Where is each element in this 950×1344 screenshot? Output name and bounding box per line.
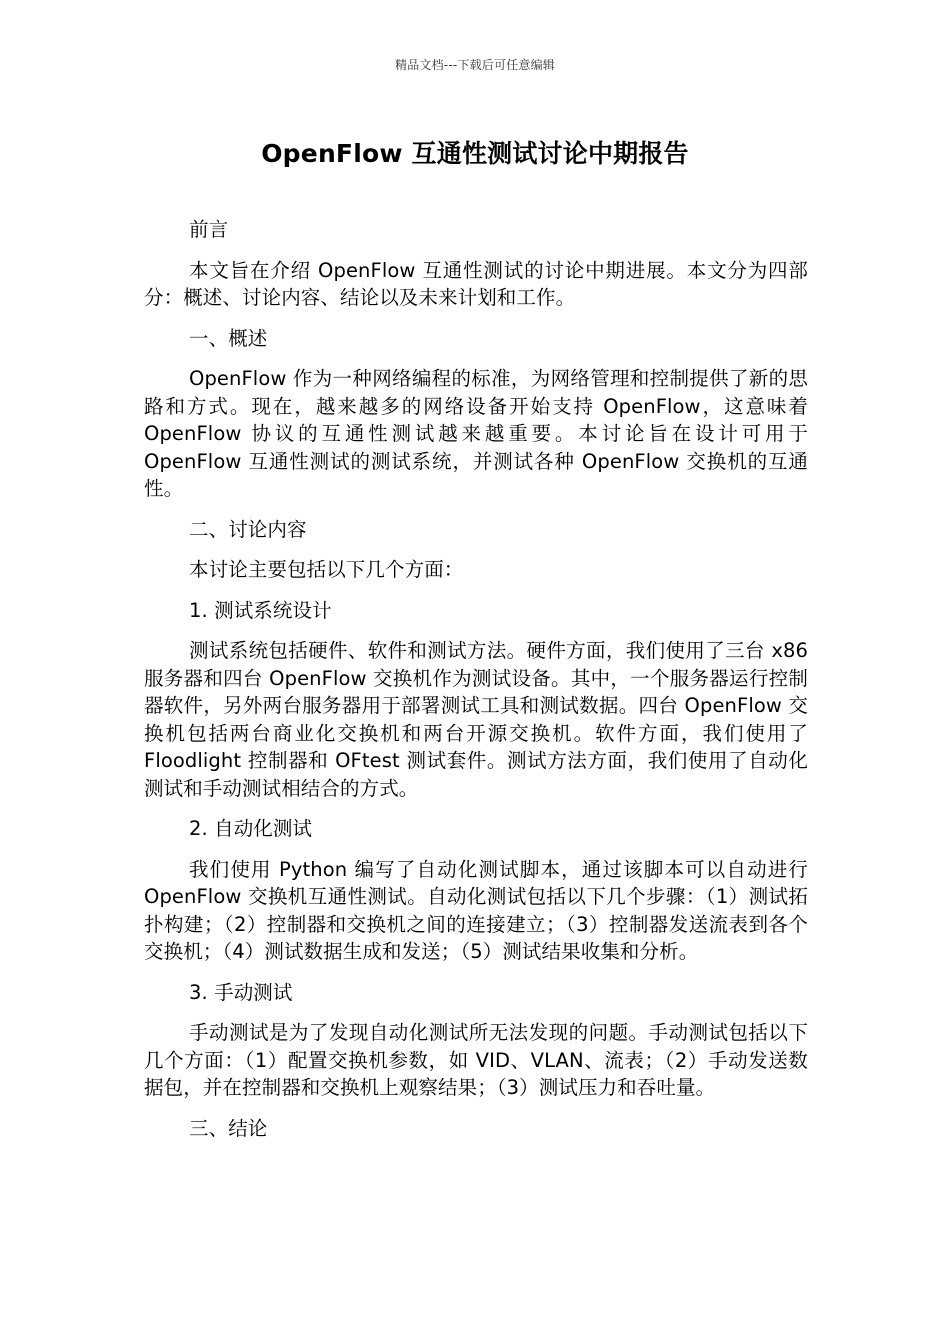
- section-heading-overview: 一、概述: [189, 326, 268, 350]
- page-header: 精品文档---下载后可任意编辑: [395, 58, 555, 72]
- section-heading-conclusion: 三、结论: [189, 1116, 268, 1140]
- paragraph-overview: OpenFlow 作为一种网络编程的标准，为网络管理和控制提供了新的思路和方式。现在，越来越多的网络设备开始支持 OpenFlow，这意味着 OpenFlow 协议的互通性测试越来越重要。本讨论旨在设计可用于 OpenFlow 互通性测试的测试系统，并测试各种 OpenFlow 交换机的互通性。: [144, 367, 808, 500]
- subsection-heading-manual-test: 3. 手动测试: [189, 980, 293, 1004]
- subsection-heading-automated-test: 2. 自动化测试: [189, 817, 313, 840]
- paragraph-automated-test: 我们使用 Python 编写了自动化测试脚本，通过该脚本可以自动进行 OpenFlow 交换机互通性测试。自动化测试包括以下几个步骤：（1）测试拓扑构建；（2）控制器和交换机之间的连接建立；（3）控制器发送流表到各个交换机；（4）测试数据生成和发送；（5）测试结果收集和分析。: [144, 857, 808, 963]
- document-body: [144, 216, 808, 1155]
- paragraph-manual-test: 手动测试是为了发现自动化测试所无法发现的问题。手动测试包括以下几个方面：（1）配置交换机参数，如 VID、VLAN、流表；（2）手动发送数据包，并在控制器和交换机上观察结果；（3）测试压力和吞吐量。: [144, 1021, 808, 1099]
- paragraph-preface-heading: 前言: [189, 218, 229, 241]
- document-title: OpenFlow 互通性测试讨论中期报告: [261, 139, 689, 168]
- paragraph-intro: 本文旨在介绍 OpenFlow 互通性测试的讨论中期进展。本文分为四部分：概述、讨论内容、结论以及未来计划和工作。: [144, 258, 808, 309]
- subsection-heading-system-design: 1. 测试系统设计: [189, 598, 332, 622]
- section-heading-content: 二、讨论内容: [189, 517, 307, 541]
- paragraph-system-design: 测试系统包括硬件、软件和测试方法。硬件方面，我们使用了三台 x86 服务器和四台 OpenFlow 交换机作为测试设备。其中，一个服务器运行控制器软件，另外两台服务器用于部署测试工具和测试数据。四台 OpenFlow 交换机包括两台商业化交换机和两台开源交换机。软件方面，我们使用了 Floodlight 控制器和 OFtest 测试套件。测试方法方面，我们使用了自动化测试和手动测试相结合的方式。: [144, 639, 808, 800]
- paragraph-content-intro: 本讨论主要包括以下几个方面：: [189, 558, 464, 581]
